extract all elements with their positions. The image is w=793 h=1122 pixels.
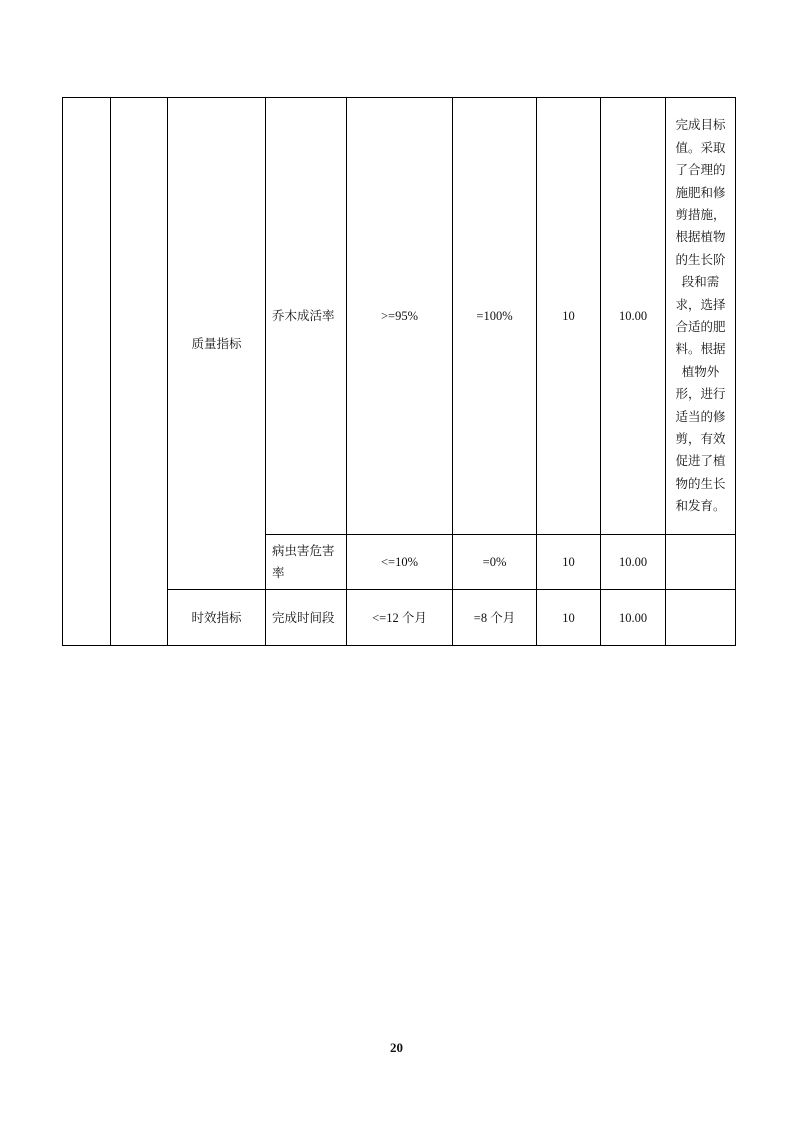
target-value-cell: <=12 个月 [347,590,453,646]
tertiary-indicator-cell: 完成时间段 [266,590,347,646]
target-value-cell: <=10% [347,535,453,590]
first-level-indicator-cell [111,98,168,646]
score-cell: 10.00 [601,535,666,590]
actual-value-cell: =100% [453,98,537,535]
actual-value-cell: =0% [453,535,537,590]
tertiary-indicator-cell: 病虫害危害率 [266,535,347,590]
target-value-cell: >=95% [347,98,453,535]
weight-cell: 10 [537,535,601,590]
remark-cell [666,590,736,646]
remark-cell [666,98,736,535]
remark-cell [666,535,736,590]
score-cell: 10.00 [601,98,666,535]
secondary-indicator-cell: 时效指标 [168,590,266,646]
performance-table-section [62,97,735,645]
page-number: 20 [390,1040,403,1055]
remark-text: 完成目标值。采取了合理的施肥和修剪措施，根据植物的生长阶段和需求，选择合适的肥料。根据植物外形，进行适当的修剪，有效促进了植物的生长和发育。 [675,117,726,514]
primary-category-cell [63,98,111,646]
tertiary-indicator-cell: 乔木成活率 [266,98,347,535]
weight-cell: 10 [537,98,601,535]
score-cell: 10.00 [601,590,666,646]
weight-cell: 10 [537,590,601,646]
actual-value-cell: =8 个月 [453,590,537,646]
performance-indicator-table [62,97,736,646]
secondary-indicator-cell: 质量指标 [168,98,266,590]
table-row [63,98,736,535]
